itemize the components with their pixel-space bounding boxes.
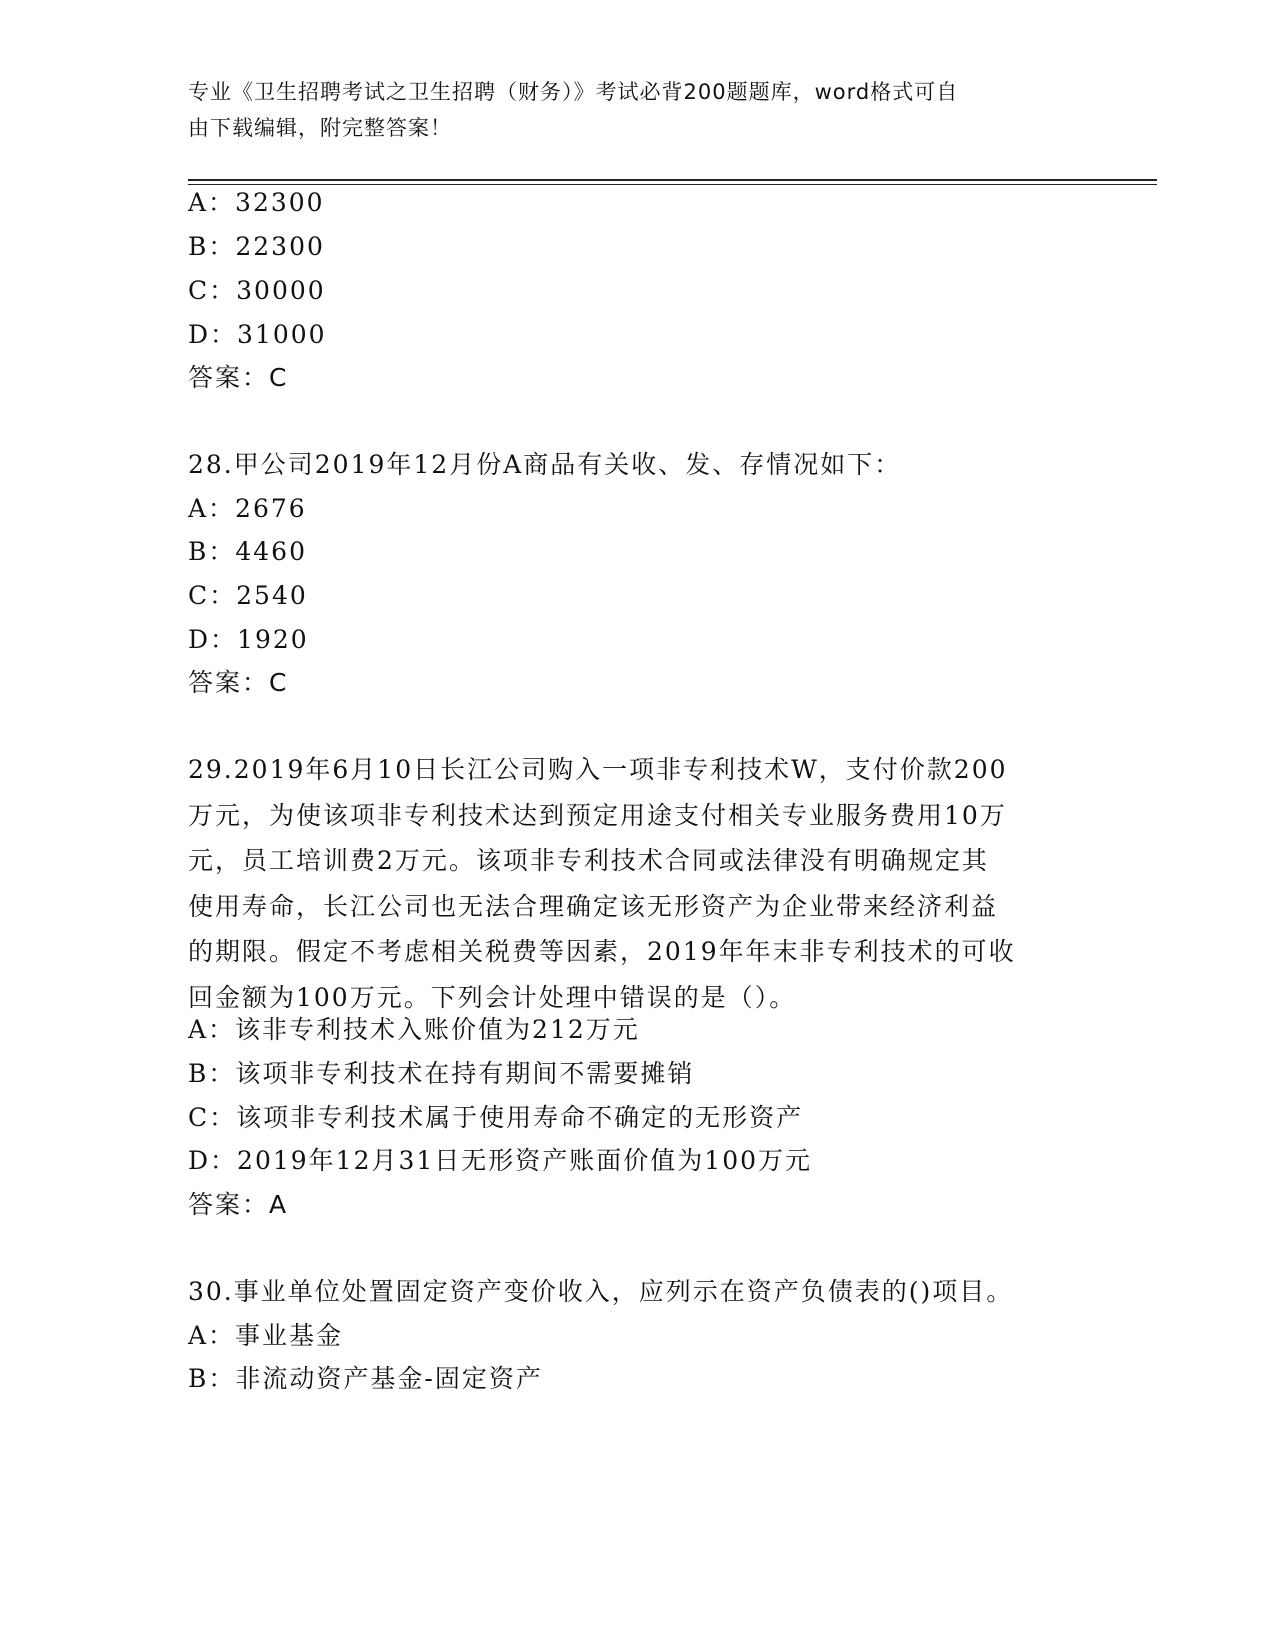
q28-option-a: A：2676 — [188, 494, 307, 523]
q29-option-b: B：该项非专利技术在持有期间不需要摊销 — [188, 1059, 695, 1088]
q27-option-b: B：22300 — [188, 232, 325, 261]
header-divider-thick — [188, 179, 1157, 181]
q28-option-c: C：2540 — [188, 581, 308, 610]
header-line-1: 专业《卫生招聘考试之卫生招聘（财务）》考试必背200题题库，word格式可自 — [188, 80, 959, 104]
q30-option-a: A：事业基金 — [188, 1321, 344, 1350]
header-divider-thin — [188, 184, 1157, 185]
q30-option-b: B：非流动资产基金-固定资产 — [188, 1364, 543, 1393]
q29-option-a: A：该非专利技术入账价值为212万元 — [188, 1015, 640, 1044]
q29-stem — [188, 747, 1068, 1020]
q29-stem-line-1: 29.2019年6月10日长江公司购入一项非专利技术W，支付价款200 — [188, 755, 1008, 784]
q29-stem-line-5: 的期限。假定不考虑相关税费等因素，2019年年末非专利技术的可收 — [188, 937, 1016, 966]
q29-stem-line-4: 使用寿命，长江公司也无法合理确定该无形资产为企业带来经济利益 — [188, 891, 999, 921]
q29-stem-line-3: 元，员工培训费2万元。该项非专利技术合同或法律没有明确规定其 — [188, 846, 989, 875]
document-header — [188, 74, 1068, 146]
q29-option-d: D：2019年12月31日无形资产账面价值为100万元 — [188, 1146, 813, 1175]
q29-stem-line-2: 万元，为使该项非专利技术达到预定用途支付相关专业服务费用10万 — [188, 800, 1007, 830]
q28-stem: 28.甲公司2019年12月份A商品有关收、发、存情况如下： — [188, 450, 902, 479]
q29-option-c: C：该项非专利技术属于使用寿命不确定的无形资产 — [188, 1103, 804, 1132]
q30-stem: 30.事业单位处置固定资产变价收入，应列示在资产负债表的()项目。 — [188, 1277, 1014, 1306]
q29-stem-line-6: 回金额为100万元。下列会计处理中错误的是（）。 — [188, 982, 797, 1012]
q27-option-c: C：30000 — [188, 276, 326, 305]
q27-option-d: D：31000 — [188, 320, 327, 349]
q27-option-a: A：32300 — [188, 188, 325, 217]
q28-answer: 答案：C — [188, 668, 289, 697]
q29-answer: 答案：A — [188, 1190, 289, 1219]
q28-option-b: B：4460 — [188, 537, 307, 566]
q27-answer: 答案：C — [188, 363, 289, 392]
q28-option-d: D：1920 — [188, 625, 309, 654]
header-line-2: 由下载编辑，附完整答案！ — [188, 116, 452, 140]
